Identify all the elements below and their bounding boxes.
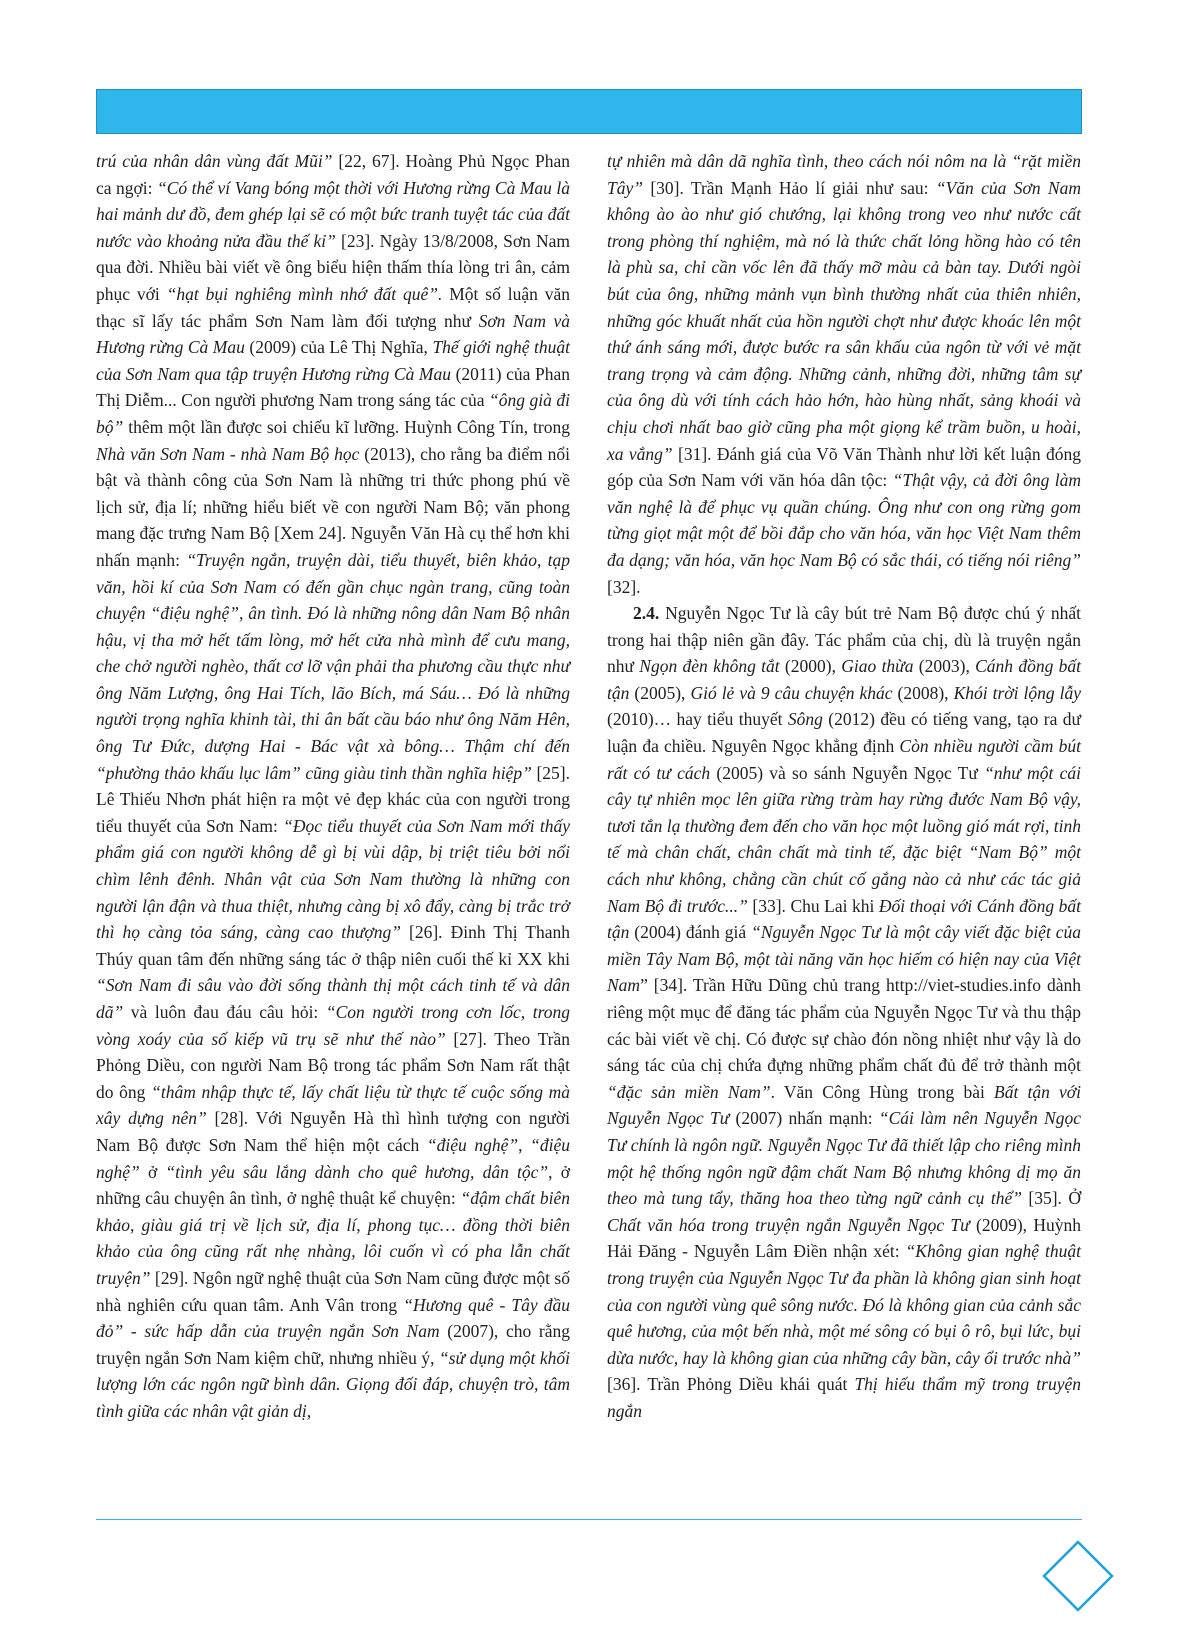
text-run: Một số luận văn thạc sĩ lấy tác phẩm Sơn Nam làm đối tượng như <box>96 283 570 331</box>
text-run: thêm một lần được soi chiếu kĩ lưỡng. Huỳnh Công Tín, trong <box>123 416 570 437</box>
text-run: [35]. Ở <box>1021 1188 1081 1209</box>
text-run: [33]. Chu Lai khi <box>747 895 879 916</box>
italic-run: “ông già đi bộ” <box>96 390 570 437</box>
italic-run: “sử dụng một khối lượng lớn các ngôn ngữ bình dân. Giọng đối đáp, chuyện trò, tâm tình giữa các nhân vật giản dị, <box>96 1347 570 1421</box>
text-run: (2009), Huỳnh Hải Đăng - Nguyễn Lâm Điền nhận xét: <box>607 1214 1081 1262</box>
paragraph <box>607 600 1081 1424</box>
text-run: (2011) của Phan Thị Diễm... Con người phương Nam trong sáng tác của <box>96 363 570 411</box>
text-run: (2013), cho rằng ba điểm nổi bật và thành công của Sơn Nam là những tri thức phong phú về lịch sử, địa lí; những hiểu biết về con người Nam Bộ; văn phong mang đặc trưng Nam Bộ [Xem 24]. Nguyễn Văn Hà cụ thể hơn khi nhấn mạnh: <box>96 443 571 570</box>
italic-run: Ngọn đèn không tắt <box>639 656 780 677</box>
text-run: [30]. Trần Mạnh Hảo lí giải như sau: <box>642 177 936 198</box>
text-run: , ở những câu chuyện ân tình, ở nghệ thuật kể chuyện: <box>96 1161 570 1209</box>
italic-run: Gió lẻ và 9 câu chuyện khác <box>690 682 893 703</box>
italic-run: Thị hiếu thẩm mỹ trong truyện ngắn <box>607 1374 1081 1421</box>
paragraph <box>607 148 1081 600</box>
italic-run: “như một cái cây tự nhiên mọc lên giữa rừng tràm hay rừng đước Nam Bộ vậy, tươi tắn lạ thường đem đến cho văn học một luồng gió mát rợi, tinh tế mà chân chất, chân chất mà tinh tế, đặc biệt “Nam Bộ” một cách như không, chẳng cần chút cố gắng nào cả như các tác giả Nam Bộ đi trước...” <box>607 762 1081 916</box>
text-run: [29]. Ngôn ngữ nghệ thuật của Sơn Nam cũng được một số nhà nghiên cứu quan tâm. Anh Vân trong <box>96 1267 570 1315</box>
italic-run: “hạt bụi nghiêng mình nhớ đất quê”. <box>166 283 443 304</box>
italic-run: Bất tận với Nguyễn Ngọc Tư <box>607 1081 1081 1129</box>
italic-run: “đậm chất biên khảo, giàu giá trị về lịch sử, địa lí, phong tục… đồng thời biên khảo của ông cũng rất nhẹ nhàng, lôi cuốn vì có pha lẫn chất truyện” <box>96 1188 570 1288</box>
italic-run: Khói trời lộng lẫy <box>953 682 1082 703</box>
text-run: (2008), <box>892 682 954 703</box>
text-run: [26]. Đinh Thị Thanh Thúy quan tâm đến những sáng tác ở thập niên cuối thế kỉ XX khi <box>96 922 570 969</box>
italic-run: “thâm nhập thực tế, lấy chất liệu từ thực tế cuộc sống mà xây dựng nên” <box>96 1081 570 1129</box>
italic-run: Nhà văn Sơn Nam - nhà Nam Bộ học <box>96 443 360 464</box>
text-run: (2003), <box>913 656 976 677</box>
text-run: Nguyễn Ngọc Tư là cây bút trẻ Nam Bộ được chú ý nhất trong hai thập niên gần đây. Tác phẩm của chị, dù là truyện ngắn như <box>607 603 1081 677</box>
text-run: [36]. Trần Phỏng Diều khái quát <box>607 1374 855 1395</box>
italic-run: Còn nhiều người cầm bút rất có tư cách <box>607 736 1081 783</box>
text-run: , <box>518 1134 531 1155</box>
text-run: (2012) đều có tiếng vang, tạo ra dư luận đa chiều. Nguyên Ngọc khẳng định <box>607 709 1081 757</box>
text-run: (2005), <box>629 682 691 703</box>
italic-run: trú của nhân dân vùng đất Mũi” <box>96 151 333 171</box>
text-run: và luôn đau đáu câu hỏi: <box>123 1002 326 1022</box>
italic-run: “Con người trong cơn lốc, trong vòng xoáy của số kiếp vũ trụ sẽ như thế nào” <box>96 1002 570 1049</box>
text-run: ” [34]. Trần Hữu Dũng chủ trang http://viet-studies.info dành riêng một mục để đăng tác phẩm của Nguyễn Ngọc Tư và thu thập các bài viết về chị. Có được sự chào đón nồng nhiệt như vậy là do sáng tác của chị chứa đựng những phẩm chất đủ để trở thành một <box>607 975 1081 1076</box>
italic-run: “Sơn Nam đi sâu vào đời sống thành thị một cách tinh tế và dân dã” <box>96 975 570 1022</box>
italic-run: “điệu nghệ” <box>426 1134 519 1155</box>
page-marker-diamond-icon <box>1040 1538 1116 1614</box>
text-run: (2005) và so sánh Nguyễn Ngọc Tư <box>710 762 985 783</box>
text-run: . Văn Công Hùng trong bài <box>770 1081 995 1102</box>
italic-run: “Không gian nghệ thuật trong truyện của Nguyễn Ngọc Tư đa phần là không gian sinh hoạt của con người vùng quê sông nước. Đó là không gian của cảnh sắc quê hương, của một bến nhà, một mé sông có bụi ô rô, bụi lức, bụi dừa nước, hay là không gian của những cây bần, cây ổi trước nhà” <box>607 1241 1081 1368</box>
text-run: [27]. Theo Trần Phỏng Diều, con người Nam Bộ trong tác phẩm Sơn Nam rất thật do ông <box>96 1028 571 1102</box>
text-run: [31]. Đánh giá của Võ Văn Thành như lời kết luận đóng góp của Sơn Nam với văn hóa dân tộc: <box>607 443 1081 491</box>
italic-run: Thế giới nghệ thuật của Sơn Nam qua tập truyện Hương rừng Cà Mau <box>96 337 570 384</box>
text-run: [32]. <box>607 576 641 597</box>
text-run: (2007) nhấn mạnh: <box>729 1108 879 1129</box>
right-column <box>607 148 1081 1425</box>
text-run: [22, 67]. Hoàng Phủ Ngọc Phan ca ngợi: <box>96 151 570 198</box>
text-run: (2010)… hay tiểu thuyết <box>607 709 788 730</box>
paragraph <box>96 148 570 1425</box>
italic-run: “Nguyễn Ngọc Tư là một cây viết đặc biệt của miền Tây Nam Bộ, một tài năng văn học hiếm có hiện nay của Việt Nam <box>607 922 1081 996</box>
italic-run: “Thật vậy, cả đời ông làm văn nghệ là để phục vụ quần chúng. Ông như con ong rừng gom từng giọt mật một để bồi đắp cho văn hóa, văn học Việt Nam thêm đa dạng; văn hóa, văn học Nam Bộ có sắc thái, có tiếng nói riêng” <box>607 470 1081 570</box>
header-band <box>96 89 1082 134</box>
italic-run: “Văn của Sơn Nam không ào ào như gió chướng, lại không trong veo như nước cất trong phòng thí nghiệm, mà nó là thức chất lỏng hồng hào có tên là phù sa, chỉ cần vốc lên đã thấy mỡ màu cả bàn tay. Dưới ngòi bút của ông, những mảnh vụn bình thường nhất của thiên nhiên, những góc khuất nhất của hồn người chợt như được khoác lên một thứ ánh sáng mới, được bước ra sân khấu của ngôn từ với vẻ mặt trang trọng và cảm động. Những cảnh, những đời, những tâm sự của ông dù với tính cách hảo hớn, hào hùng nhất, sảng khoái và chịu chơi nhất bao giờ cũng pha một giọng kể trầm buồn, u hoài, xa vắng” <box>607 177 1081 464</box>
section-number: 2.4. <box>633 603 660 624</box>
italic-run: Cánh đồng bất tận <box>607 656 1082 703</box>
text-run: (2000), <box>779 656 842 677</box>
text-run: ở <box>139 1161 166 1182</box>
text-run: (2004) đánh giá <box>629 922 752 943</box>
italic-run: “Hương quê - Tây đầu đỏ” - sức hấp dẫn của truyện ngắn Sơn Nam <box>96 1294 571 1342</box>
text-run: (2007), cho rằng truyện ngắn Sơn Nam kiệm chữ, nhưng nhiều ý, <box>96 1321 570 1368</box>
italic-run: “tình yêu sâu lắng dành cho quê hương, dân tộc” <box>165 1161 549 1182</box>
italic-run: “đặc sản miền Nam” <box>607 1081 771 1102</box>
left-column <box>96 148 570 1425</box>
italic-run: “Có thể ví Vang bóng một thời với Hương rừng Cà Mau là hai mảnh dư đồ, đem ghép lại sẽ có một bức tranh tuyệt tác của đất nước vào khoảng nửa đầu thế kỉ” <box>96 177 570 251</box>
italic-run: “điệu nghệ” <box>96 1134 570 1182</box>
italic-run: Giao thừa <box>841 656 914 677</box>
italic-run: Đối thoại với Cánh đồng bất tận <box>607 895 1081 943</box>
italic-run: Chất văn hóa trong truyện ngắn Nguyễn Ngọc Tư <box>607 1214 970 1235</box>
footer-rule <box>96 1519 1082 1520</box>
italic-run: “Truyện ngắn, truyện dài, tiểu thuyết, biên khảo, tạp văn, hồi kí của Sơn Nam có đến gần chục ngàn trang, cũng toàn chuyện “điệu nghệ”, ân tình. Đó là những nông dân Nam Bộ nhân hậu, vị tha mở hết tấm lòng, mở hết cửa nhà mình để cưu mang, che chở người nghèo, thất cơ lỡ vận phải tha phương cầu thực như ông Năm Lượng, ông Hai Tích, lão Bích, má Sáu… Đó là những người trọng nghĩa khinh tài, thi ân bất cầu báo như ông Năm Hên, ông Tư Đức, dượng Hai - Bác vật xà bông… Thậm chí đến “phường thảo khấu lục lâm” cũng giàu tinh thần nghĩa hiệp” <box>96 549 570 783</box>
text-run: (2009) của Lê Thị Nghĩa, <box>244 337 433 358</box>
italic-run: Sơn Nam và Hương rừng Cà Mau <box>96 310 571 358</box>
italic-run: “Đọc tiểu thuyết của Sơn Nam mới thấy phẩm giá con người không dễ gì bị vùi dập, bị triệt tiêu bởi nổi chìm lênh đênh. Nhân vật của Sơn Nam thường là những con người lận đận và thua thiệt, nhưng càng bị xô đẩy, càng bị trắc trở thì họ càng tỏa sáng, càng cao thượng” <box>96 815 570 943</box>
italic-run: “Cái làm nên Nguyễn Ngọc Tư chính là ngôn ngữ. Nguyễn Ngọc Tư đã thiết lập cho riêng mình một hệ thống ngôn ngữ đậm chất Nam Bộ nhưng không dị mọ ăn theo mà tung tẩy, thăng hoa theo từng ngữ cảnh cụ thể” <box>607 1108 1081 1209</box>
italic-run: tự nhiên mà dân dã nghĩa tình, theo cách nói nôm na là “rặt miền Tây” <box>607 151 1081 198</box>
text-run: [28]. Với Nguyễn Hà thì hình tượng con người Nam Bộ được Sơn Nam thể hiện một cách <box>96 1108 570 1155</box>
text-run: [25]. Lê Thiếu Nhơn phát hiện ra một vẻ đẹp khác của con người trong tiểu thuyết của Sơn Nam: <box>96 762 570 836</box>
text-run: [23]. Ngày 13/8/2008, Sơn Nam qua đời. Nhiều bài viết về ông biểu hiện thấm thía lòng tri ân, cảm phục với <box>96 230 570 304</box>
italic-run: Sông <box>787 709 823 730</box>
